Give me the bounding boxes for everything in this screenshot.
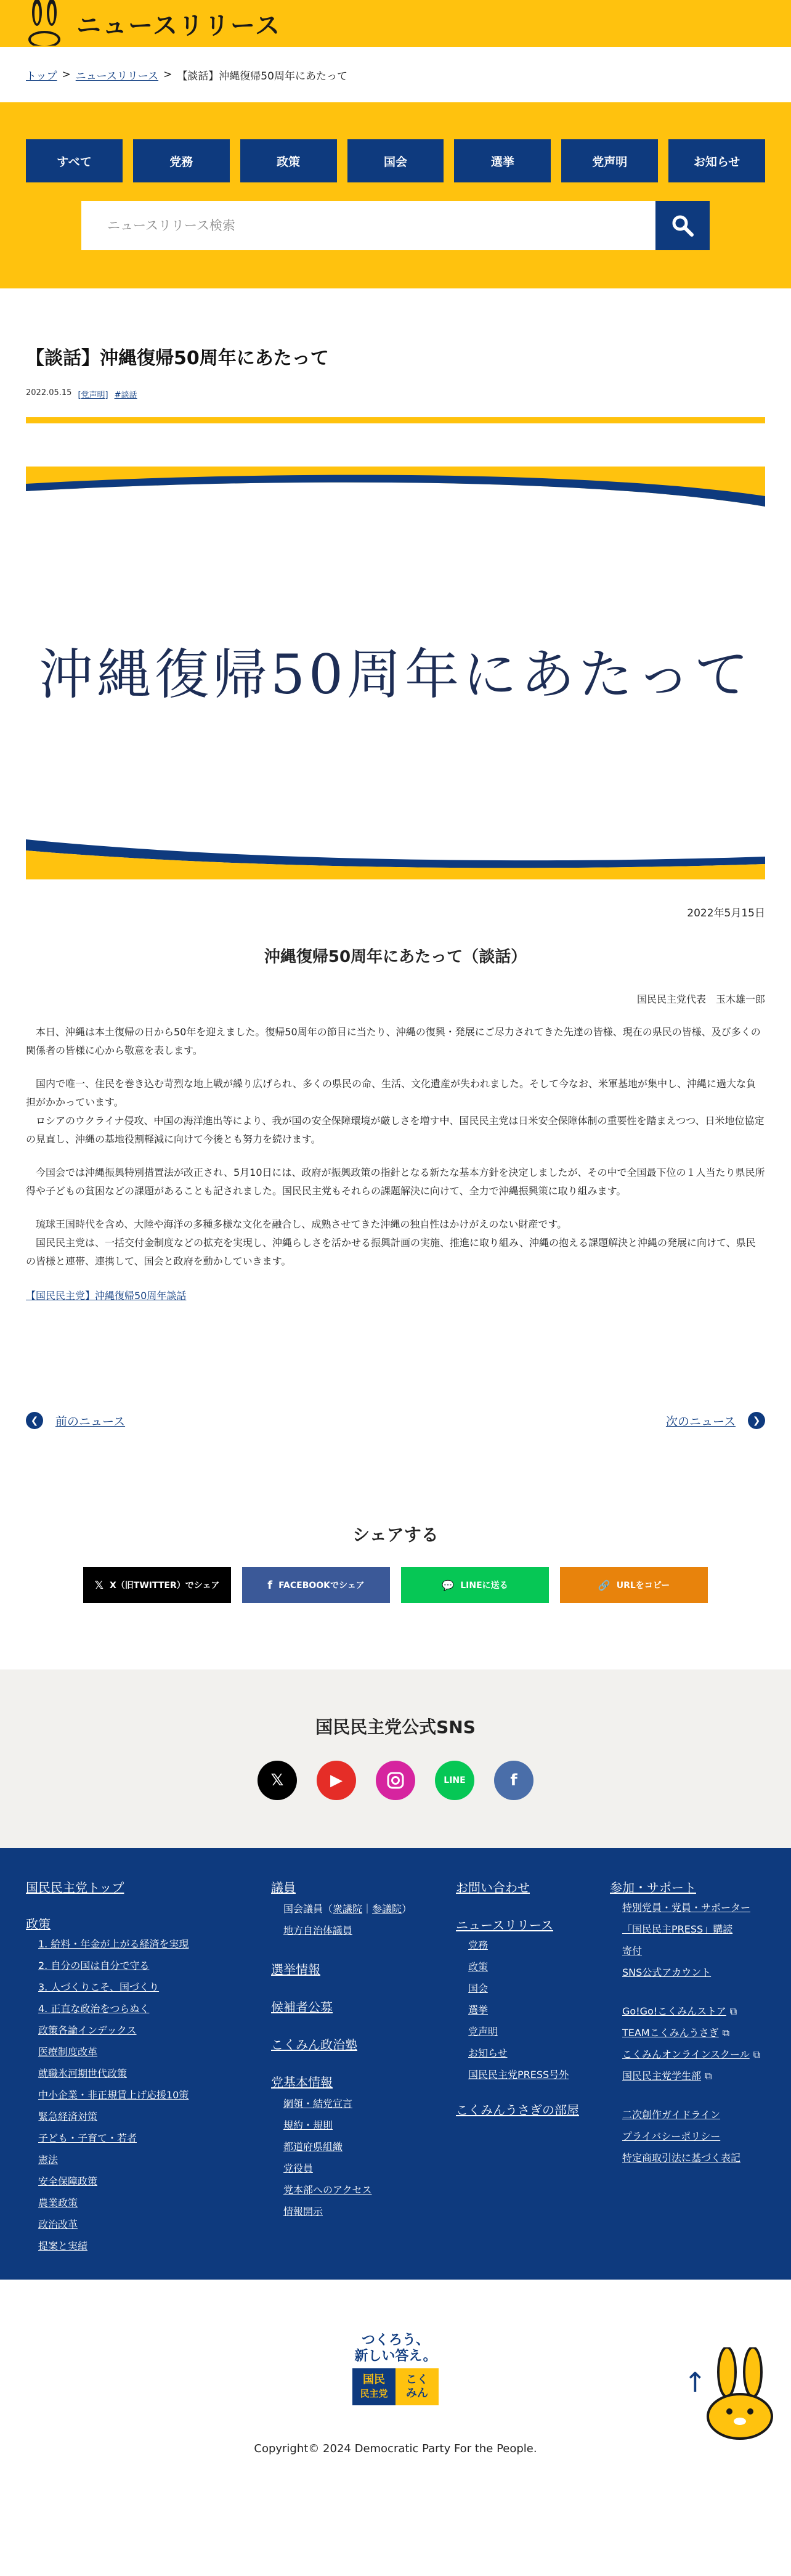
footer-link[interactable]: 寄付 — [622, 1945, 643, 1957]
footer-link[interactable]: 綱領・結党宣言 — [283, 2098, 353, 2109]
pdf-link[interactable]: 【国民民主党】沖縄復帰50周年談話 — [26, 1290, 187, 1302]
statement-paragraph: 琉球王国時代を含め、大陸や海洋の多種多様な文化を融合し、成熟させてきた沖縄の独自性はかけがえのない財産です。 国民民主党は、一括交付金制度などの拡充を実現し、沖縄らしさを活かせる振興計画の実施、推進に取り組み、沖縄の抱える課題解決と沖縄の発展に向けて、県民の皆様と連帯、連携して、国会と政府を動かしていきます。 — [26, 1218, 756, 1267]
footer-link[interactable]: 特定商取引法に基づく表記 — [622, 2152, 741, 2164]
pager — [26, 1412, 765, 1429]
footer-senkyo-link[interactable]: 選挙情報 — [271, 1962, 320, 1977]
statement-paragraph: 今国会では沖縄振興特別措置法が改正され、5月10日には、政府が振興政策の指針となる新たな基本方針を決定しましたが、その中で全国最下位の１人当たり県民所得や子どもの貧困などの課題があることも記されました。国民民主党もそれらの課題解決に向けて、全力で沖縄振興策に取り組みます。 — [26, 1167, 765, 1197]
banner-bottom-wave — [26, 839, 765, 879]
article-meta — [26, 388, 765, 400]
footer-link[interactable]: Go!Go!こくみんストア⧉ — [610, 2000, 764, 2022]
share-line-button[interactable] — [401, 1567, 549, 1603]
search-input[interactable] — [81, 201, 655, 250]
article-tag-link[interactable]: #談話 — [114, 391, 137, 400]
footer-link[interactable]: 緊急経済対策 — [38, 2111, 98, 2122]
footer-close-paren: ） — [402, 1903, 412, 1915]
footer-link[interactable]: 1. 給料・年金が上がる経済を実現 — [38, 1938, 189, 1950]
copyright: Copyright© 2024 Democratic Party For the People. — [254, 2442, 537, 2455]
footer-col-support — [610, 1878, 764, 2280]
nav-party[interactable]: 党務 — [133, 139, 230, 182]
footer-kihon-link[interactable]: 党基本情報 — [271, 2075, 333, 2090]
page-bottom — [0, 2280, 791, 2501]
share-facebook-button[interactable] — [242, 1567, 390, 1603]
footer-link[interactable]: 党役員 — [283, 2162, 314, 2174]
footer-kihon-list — [271, 2093, 456, 2222]
footer-juku-link[interactable]: こくみん政治塾 — [271, 2037, 357, 2052]
sns-title: 国民民主党公式SNS — [315, 1717, 476, 1737]
banner-top-wave — [26, 467, 765, 510]
rabbit-mascot-icon[interactable] — [706, 2347, 774, 2443]
share-buttons — [0, 1567, 791, 1603]
line-icon[interactable]: LINE — [435, 1761, 474, 1800]
footer-link[interactable]: 特別党員・党員・サポーター — [622, 1902, 751, 1914]
line-icon: 💬 — [442, 1579, 455, 1591]
logo-slogan-1: つくろう、 — [361, 2333, 429, 2348]
footer-kohosha-link[interactable]: 候補者公募 — [271, 2000, 333, 2015]
footer-link[interactable]: 国会 — [468, 1983, 489, 1994]
chevron-left-icon: ❮ — [26, 1412, 43, 1429]
footer-kokkai-row — [271, 1898, 456, 1920]
statement-body — [26, 1023, 765, 1271]
official-sns-section — [0, 1669, 791, 1848]
nav-policy[interactable]: 政策 — [240, 139, 337, 182]
back-to-top-button[interactable]: ↑ — [684, 2367, 707, 2399]
footer-link[interactable]: 二次創作ガイドライン — [622, 2109, 721, 2121]
logo-kokumin-2: みん — [406, 2387, 428, 2400]
footer-giin-link[interactable]: 議員 — [271, 1880, 296, 1895]
footer-link[interactable]: お知らせ — [468, 2047, 508, 2059]
footer-news-list — [456, 1934, 610, 2085]
statement-paragraph: 国内で唯一、住民を巻き込む苛烈な地上戦が繰り広げられ、多くの県民の命、生活、文化遺産が失われました。そして今なお、米軍基地が集中し、沖縄に過大な負担がかかっています。 ロシアのウクライナ侵攻、中国の海洋進出等により、我が国の安全保障環境が厳しさを増す中、国民民主党は日米安全保障体制の重要性を踏まえつつ、日米地位協定の見直し、沖縄の基地役割軽減に向けて今後とも努力を続けます。 — [26, 1078, 765, 1145]
statement-author: 国民民主党代表 玉木雄一郎 — [636, 993, 765, 1005]
article-banner — [26, 467, 765, 879]
breadcrumb-sep: > — [62, 68, 71, 81]
footer-top-link[interactable]: 国民民主党トップ — [26, 1880, 124, 1895]
footer-link[interactable]: 党声明 — [468, 2026, 498, 2037]
footer-col-news — [456, 1878, 610, 2280]
logo-kokumin-1: こく — [406, 2373, 428, 2386]
footer-sanka-list — [610, 1897, 764, 1983]
footer-link[interactable]: TEAMこくみんうさぎ⧉ — [610, 2022, 764, 2044]
footer-link[interactable]: 4. 正直な政治をつらぬく — [38, 2003, 150, 2015]
footer-link[interactable]: 3. 人づくりこそ、国づくり — [38, 1981, 160, 1993]
category-nav — [26, 139, 765, 182]
footer-col-members — [271, 1878, 456, 2280]
external-link-icon: ⧉ — [729, 2005, 737, 2017]
footer-bar: ｜ — [362, 1903, 373, 1915]
footer-link[interactable]: こくみんオンラインスクール⧉ — [610, 2044, 764, 2065]
footer-link[interactable]: 2. 自分の国は自分で守る — [38, 1960, 150, 1971]
chevron-right-icon: ❯ — [748, 1412, 765, 1429]
footer-link[interactable]: 国民民主党学生部⧉ — [610, 2065, 764, 2087]
statement-title: 沖縄復帰50周年にあたって（談話） — [264, 948, 527, 966]
logo-slogan-2: 新しい答え。 — [354, 2349, 437, 2364]
article-title: 【談話】沖縄復帰50周年にあたって — [26, 348, 329, 369]
search-icon — [671, 214, 694, 237]
breadcrumb-home[interactable]: トップ — [26, 70, 57, 83]
x-icon[interactable]: 𝕏 — [258, 1761, 297, 1800]
footer-link[interactable]: 「国民民主PRESS」購読 — [622, 1923, 733, 1935]
footer-link[interactable]: 政策 — [468, 1961, 489, 1973]
footer-col-policy — [26, 1878, 271, 2280]
footer-misc-list — [610, 2104, 764, 2169]
facebook-icon: f — [267, 1578, 273, 1592]
category-nav-band — [0, 102, 791, 288]
footer-link[interactable]: 医療制度改革 — [38, 2046, 98, 2058]
nav-election[interactable]: 選挙 — [454, 139, 551, 182]
nav-diet[interactable]: 国会 — [347, 139, 444, 182]
rabbit-mascot-icon[interactable] — [25, 0, 64, 49]
footer-policy-list — [26, 1933, 271, 2257]
article-date: 2022.05.15 — [26, 388, 72, 397]
footer-chiho-link[interactable]: 地方自治体議員 — [283, 1925, 353, 1936]
footer-link[interactable]: 中小企業・非正規賃上げ応援10策 — [38, 2089, 189, 2101]
footer-link[interactable]: 提案と実績 — [38, 2240, 88, 2252]
footer-sangiin-link[interactable]: 参議院 — [372, 1903, 402, 1915]
share-x-label: X（旧TWITTER）でシェア — [110, 1581, 220, 1591]
breadcrumb — [0, 47, 791, 102]
footer-shugiin-link[interactable]: 衆議院 — [333, 1903, 363, 1915]
page-title: ニュースリリース — [76, 11, 281, 40]
footer-link[interactable]: 農業政策 — [38, 2197, 78, 2209]
next-news-link[interactable] — [666, 1412, 765, 1429]
footer-link[interactable]: 憲法 — [38, 2154, 59, 2166]
footer-kokkai-text: 国会議員（ — [283, 1903, 333, 1915]
footer-link[interactable]: 党本部へのアクセス — [283, 2184, 372, 2196]
copy-url-label: URLをコピー — [616, 1581, 670, 1591]
footer-policy-link[interactable]: 政策 — [26, 1917, 51, 1931]
share-line-label: LINEに送る — [460, 1581, 508, 1591]
footer-link[interactable]: 政治改革 — [38, 2219, 78, 2230]
yellow-divider — [26, 417, 765, 423]
footer-link[interactable]: 情報開示 — [283, 2206, 323, 2217]
logo-party-2: 民主党 — [360, 2388, 388, 2399]
footer-contact-link[interactable]: お問い合わせ — [456, 1880, 530, 1895]
next-news-label: 次のニュース — [665, 1414, 736, 1429]
nav-notice[interactable]: お知らせ — [668, 139, 765, 182]
footer-link[interactable]: プライバシーポリシー — [622, 2130, 721, 2142]
share-title: シェアする — [352, 1525, 439, 1545]
copy-url-button[interactable] — [560, 1567, 708, 1603]
footer-link[interactable]: 安全保障政策 — [38, 2175, 98, 2187]
footer-sanka-link[interactable]: 参加・サポート — [610, 1880, 696, 1895]
article-category-link[interactable]: [党声明] — [78, 391, 108, 400]
footer-link[interactable]: 子ども・子育て・若者 — [38, 2132, 137, 2144]
instagram-icon[interactable] — [376, 1761, 415, 1800]
external-link-icon: ⧉ — [753, 2048, 761, 2060]
x-icon: 𝕏 — [94, 1578, 104, 1592]
statement-date: 2022年5月15日 — [687, 907, 765, 919]
logo-party-1: 国民 — [363, 2373, 385, 2386]
footer-link[interactable]: 党務 — [468, 1939, 489, 1951]
logo-party-block — [352, 2368, 396, 2405]
share-section — [0, 1522, 791, 1603]
breadcrumb-current: 【談話】沖縄復帰50周年にあたって — [177, 70, 347, 83]
search-bar — [81, 201, 710, 250]
footer — [0, 1848, 791, 2280]
article — [0, 343, 791, 1429]
footer-link[interactable]: 就職氷河期世代政策 — [38, 2068, 128, 2079]
facebook-icon[interactable]: f — [494, 1761, 533, 1800]
breadcrumb-news[interactable]: ニュースリリース — [75, 70, 159, 83]
external-link-icon: ⧉ — [705, 2070, 712, 2082]
prev-news-label: 前のニュース — [55, 1414, 126, 1429]
share-x-button[interactable] — [83, 1567, 231, 1603]
breadcrumb-sep: > — [163, 68, 172, 81]
footer-link[interactable]: 都道府県組織 — [283, 2141, 343, 2153]
footer-usagi-link[interactable]: こくみんうさぎの部屋 — [456, 2103, 579, 2117]
footer-link[interactable]: SNS公式アカウント — [622, 1967, 712, 1978]
share-facebook-label: FACEBOOKでシェア — [278, 1581, 365, 1591]
prev-news-link[interactable] — [26, 1412, 125, 1429]
link-icon: 🔗 — [598, 1579, 610, 1591]
nav-all[interactable]: すべて — [26, 139, 123, 182]
youtube-icon[interactable]: ▶ — [317, 1761, 356, 1800]
footer-news-link[interactable]: ニュースリリース — [456, 1918, 553, 1933]
statement-paragraph: 本日、沖縄は本土復帰の日から50年を迎えました。復帰50周年の節目に当たり、沖縄の復興・発展にご尽力されてきた先達の皆様、現在の県民の皆様、及び多くの関係者の皆様に心から敬意を表します。 — [26, 1026, 761, 1056]
banner-text: 沖縄復帰50周年にあたって — [39, 643, 752, 706]
footer-link[interactable]: 選挙 — [468, 2004, 489, 2016]
external-link-icon: ⧉ — [722, 2027, 730, 2039]
footer-link[interactable]: 政策各論インデックス — [38, 2024, 137, 2036]
footer-link[interactable]: 規約・規則 — [283, 2119, 333, 2131]
nav-statement[interactable]: 党声明 — [561, 139, 658, 182]
logo-mark — [352, 2368, 439, 2405]
logo-kokumin-block — [396, 2368, 439, 2405]
sns-icons — [0, 1761, 791, 1800]
footer-external-list — [610, 2000, 764, 2087]
header-bar — [0, 0, 791, 47]
party-logo[interactable] — [352, 2333, 439, 2405]
search-button[interactable] — [655, 201, 710, 250]
footer-link[interactable]: 国民民主党PRESS号外 — [468, 2069, 569, 2081]
